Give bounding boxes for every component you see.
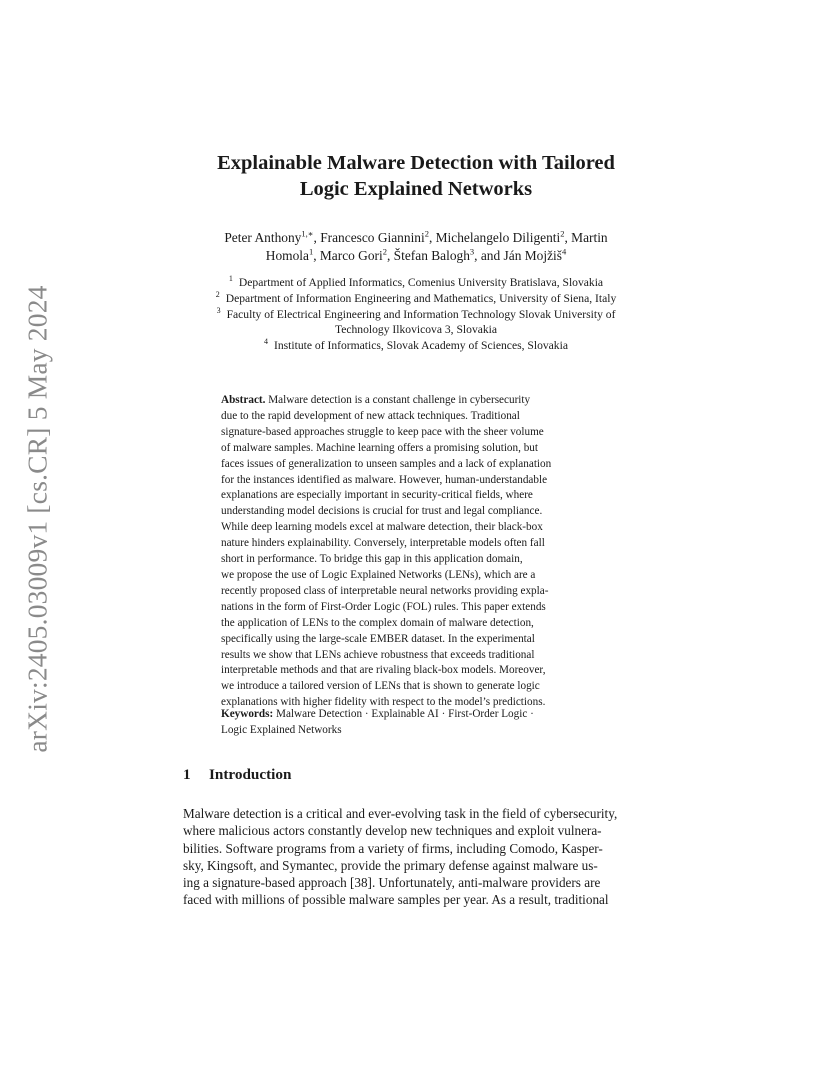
body-line: sky, Kingsoft, and Symantec, provide the primary defense against malware us-	[183, 857, 598, 873]
author-name: Peter Anthony	[224, 230, 302, 245]
affiliation	[176, 307, 656, 323]
abstract-line: understanding model decisions is crucial for trust and legal compliance.	[221, 505, 543, 518]
abstract-line: for the instances identified as malware. However, human-understandable	[221, 473, 548, 486]
author-name: , Francesco Giannini	[313, 230, 425, 245]
author-line	[182, 229, 650, 247]
keywords-line	[221, 707, 614, 723]
paper-title	[150, 150, 682, 202]
author-list	[182, 229, 650, 265]
abstract-line: nature hinders explainability. Conversely, interpretable models often fall	[221, 537, 545, 550]
abstract-line	[221, 393, 614, 409]
abstract-line: we introduce a tailored version of LENs that is shown to generate logic	[221, 680, 540, 693]
author-name: , Michelangelo Diligenti	[428, 230, 561, 245]
affiliation-marker: 2	[382, 246, 387, 257]
affiliation-text: Department of Applied Informatics, Comenius University Bratislava, Slovakia	[238, 276, 604, 289]
affiliation-number: 2	[215, 289, 220, 299]
author-name: , Štefan Balogh	[386, 248, 470, 263]
author-name: , Martin	[564, 230, 608, 245]
section-title: Introduction	[209, 766, 292, 783]
affiliation-marker: 2	[424, 228, 429, 239]
title-line: Explainable Malware Detection with Tailored	[217, 152, 615, 174]
abstract-line: While deep learning models excel at malware detection, their black-box	[221, 521, 543, 534]
affiliation-text: Department of Information Engineering and Mathematics, University of Siena, Italy	[225, 291, 617, 305]
abstract-text: Malware detection is a constant challenge in cybersecurity	[268, 394, 531, 406]
affiliation	[176, 338, 656, 354]
abstract	[221, 393, 614, 711]
affiliation-list	[176, 275, 656, 354]
affiliation-number: 3	[216, 305, 221, 315]
affiliation-text: Faculty of Electrical Engineering and Information Technology Slovak University of	[226, 307, 616, 321]
section-body	[183, 805, 651, 909]
abstract-line: results we show that LENs achieve robustness that exceeds traditional	[221, 648, 535, 661]
abstract-line: interpretable methods and that are rivaling black-box models. Moreover,	[221, 664, 546, 677]
abstract-line: specifically using the large-scale EMBER dataset. In the experimental	[221, 632, 535, 645]
affiliation-text: Institute of Informatics, Slovak Academy of Sciences, Slovakia	[274, 339, 568, 353]
affiliation-number: 1	[228, 274, 233, 284]
author-name: , and Ján Mojžiš	[474, 248, 562, 263]
author-line	[182, 247, 650, 265]
affiliation	[176, 275, 656, 291]
affiliation	[176, 291, 656, 307]
keywords	[221, 707, 614, 739]
body-line: ing a signature-based approach [38]. Unfortunately, anti-malware providers are	[183, 875, 601, 891]
abstract-line: due to the rapid development of new attack techniques. Traditional	[221, 409, 520, 422]
affiliation-marker: 2	[560, 228, 565, 239]
arxiv-identifier-text: arXiv:2405.03009v1 [cs.CR] 5 May 2024	[22, 285, 54, 753]
affiliation-text: Technology Ilkovicova 3, Slovakia	[334, 323, 498, 337]
title-line: Logic Explained Networks	[299, 178, 533, 200]
body-line: bilities. Software programs from a variety of firms, including Comodo, Kasper-	[183, 840, 603, 856]
affiliation-number: 4	[264, 337, 269, 347]
keywords-line: Logic Explained Networks	[221, 723, 342, 736]
author-name: , Marco Gori	[313, 248, 383, 263]
affiliation-marker: 1,∗	[301, 228, 314, 239]
abstract-line: recently proposed class of interpretable neural networks providing expla-	[221, 584, 549, 597]
body-line: Malware detection is a critical and ever-evolving task in the field of cybersecurity,	[183, 806, 618, 821]
abstract-line: short in performance. To bridge this gap in this application domain,	[221, 553, 523, 566]
affiliation-marker: 1	[308, 246, 314, 257]
abstract-line: the application of LENs to the complex domain of malware detection,	[221, 616, 534, 629]
body-line: faced with millions of possible malware samples per year. As a result, traditional	[183, 892, 609, 908]
abstract-line: explanations are especially important in security-critical fields, where	[221, 489, 533, 502]
affiliation-marker: 3	[469, 246, 475, 257]
abstract-line: nations in the form of First-Order Logic (FOL) rules. This paper extends	[221, 600, 546, 613]
affiliation-marker: 4	[561, 246, 567, 257]
author-name: Homola	[265, 248, 309, 263]
arxiv-identifier-stamp	[16, 282, 60, 756]
abstract-label: Abstract.	[221, 394, 266, 406]
keywords-text: Malware Detection · Explainable AI · First-Order Logic ·	[276, 708, 534, 720]
affiliation-continuation	[176, 322, 656, 338]
body-line: where malicious actors constantly develop new techniques and exploit vulnera-	[183, 823, 602, 839]
abstract-line: explanations with higher fidelity with respect to the model’s predictions.	[221, 696, 546, 709]
abstract-line: of malware samples. Machine learning offers a promising solution, but	[221, 441, 539, 454]
section-heading	[183, 766, 291, 784]
section-number: 1	[183, 766, 191, 783]
abstract-line: signature-based approaches struggle to keep pace with the sheer volume	[221, 425, 544, 438]
abstract-line: we propose the use of Logic Explained Networks (LENs), which are a	[221, 568, 536, 581]
keywords-label: Keywords:	[221, 708, 274, 720]
abstract-line: faces issues of generalization to unseen samples and a lack of explanation	[221, 457, 552, 470]
